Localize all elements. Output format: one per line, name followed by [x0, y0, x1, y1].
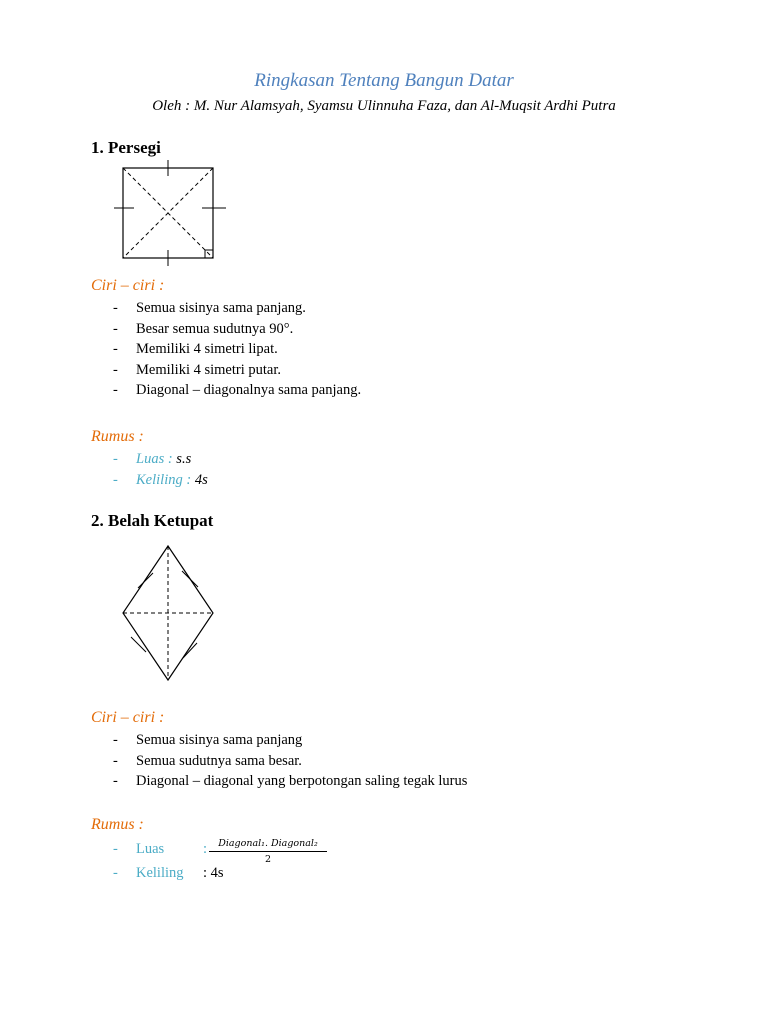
list-item: - Memiliki 4 simetri lipat. — [113, 341, 278, 357]
ciri-list-belah-ketupat — [0, 730, 467, 792]
ciri-heading-persegi: Ciri – ciri : — [91, 277, 165, 294]
list-item: - Semua sisinya sama panjang. — [113, 300, 306, 316]
ciri-heading-belah-ketupat: Ciri – ciri : — [91, 709, 165, 726]
luas-colon: : — [203, 841, 208, 857]
list-item: - Semua sisinya sama panjang — [113, 732, 303, 748]
ciri-list-persegi — [0, 298, 361, 401]
rumus-heading-belah-ketupat: Rumus : — [91, 816, 144, 833]
document-title: Ringkasan Tentang Bangun Datar — [254, 70, 514, 91]
luas-fraction — [209, 838, 327, 865]
document-authors: Oleh : M. Nur Alamsyah, Syamsu Ulinnuha Faza, dan Al-Muqsit Ardhi Putra — [152, 98, 616, 114]
rhombus-diagram — [115, 540, 225, 690]
list-item: - Diagonal – diagonal yang berpotongan saling tegak lurus — [113, 773, 468, 789]
keliling-label: Keliling — [136, 865, 184, 881]
list-item: - Memiliki 4 simetri putar. — [113, 361, 281, 378]
fraction-denominator: 2 — [264, 854, 272, 865]
section-heading-persegi: 1. Persegi — [91, 138, 161, 157]
list-item: - Besar semua sudutnya 90°. — [113, 320, 294, 337]
formula-keliling: - Keliling : 4s — [113, 471, 208, 488]
rumus-heading-persegi: Rumus : — [91, 428, 144, 445]
fraction-numerator: Diagonal₁. Diagonal₂ — [209, 838, 327, 852]
list-item: - Semua sudutnya sama besar. — [113, 752, 302, 769]
keliling-value: : 4s — [203, 865, 224, 881]
square-diagram — [108, 158, 233, 266]
luas-label: Luas — [136, 841, 165, 857]
rumus-list-persegi — [0, 449, 208, 490]
section-heading-belah-ketupat: 2. Belah Ketupat — [91, 511, 214, 530]
formula-luas: - Luas : s.s — [113, 451, 192, 467]
list-item: - Diagonal – diagonalnya sama panjang. — [113, 382, 362, 398]
